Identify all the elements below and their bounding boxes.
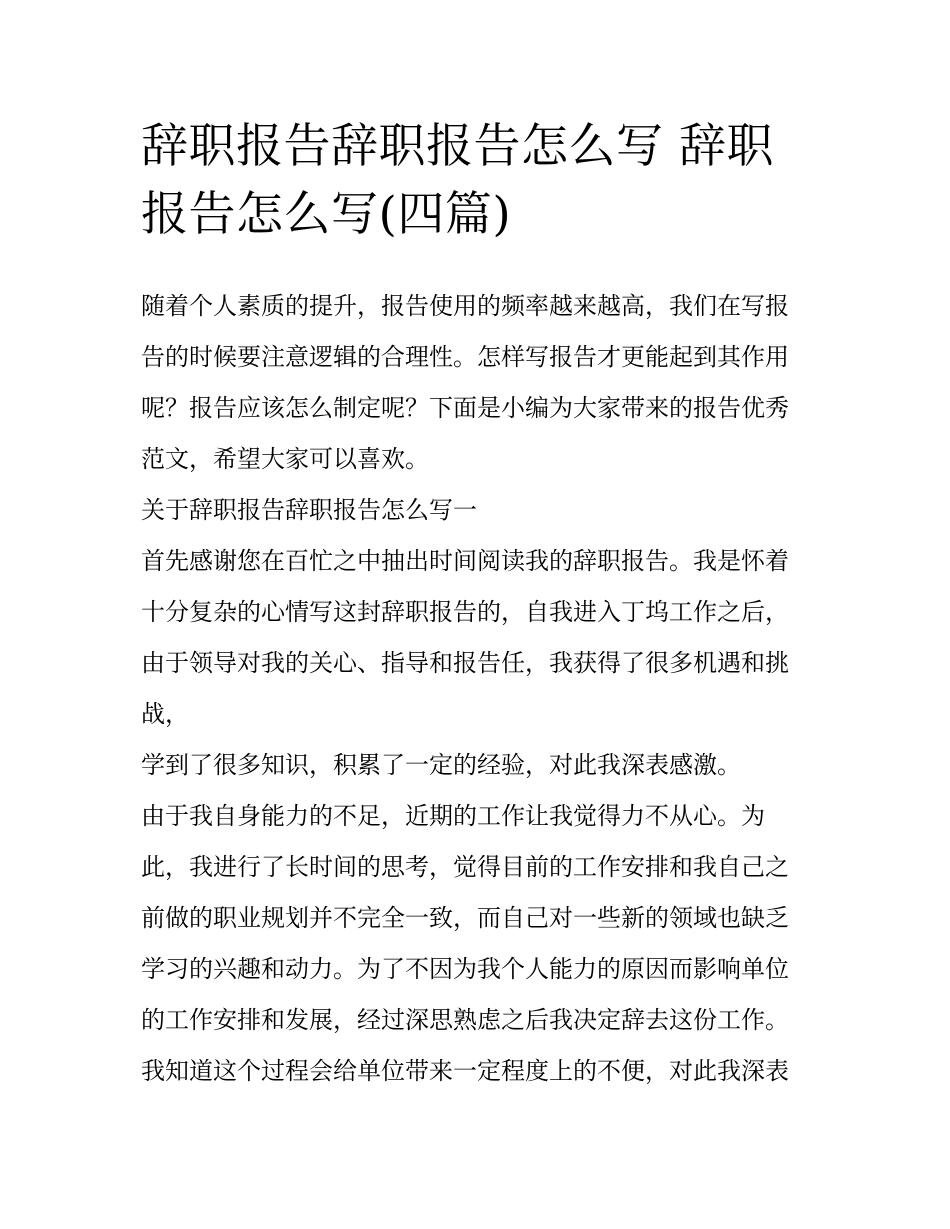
title-line: 辞职报告辞职报告怎么写 辞职 bbox=[141, 119, 774, 174]
intro-line: 告的时候要注意逻辑的合理性。怎样写报告才更能起到其作用 bbox=[141, 343, 789, 371]
body-line: 首先感谢您在百忙之中抽出时间阅读我的辞职报告。我是怀着 bbox=[141, 547, 789, 575]
body-line: 战， bbox=[141, 700, 189, 728]
body-line: 的工作安排和发展，经过深思熟虑之后我决定辞去这份工作。 bbox=[141, 1006, 789, 1034]
body-line: 十分复杂的心情写这封辞职报告的，自我进入丁坞工作之后， bbox=[141, 598, 789, 626]
body-line: 由于领导对我的关心、指导和报告任，我获得了很多机遇和挑 bbox=[141, 649, 789, 677]
body-line: 学到了很多知识，积累了一定的经验，对此我深表感激。 bbox=[141, 751, 741, 779]
document-body bbox=[141, 281, 821, 1097]
section-heading: 关于辞职报告辞职报告怎么写一 bbox=[141, 496, 477, 524]
body-line: 由于我自身能力的不足，近期的工作让我觉得力不从心。为 bbox=[141, 802, 765, 830]
document-content bbox=[141, 113, 821, 1097]
intro-line: 随着个人素质的提升，报告使用的频率越来越高，我们在写报 bbox=[141, 292, 789, 320]
body-line: 学习的兴趣和动力。为了不因为我个人能力的原因而影响单位 bbox=[141, 955, 789, 983]
body-line: 我知道这个过程会给单位带来一定程度上的不便，对此我深表 bbox=[141, 1057, 789, 1085]
title-line: 报告怎么写(四篇) bbox=[141, 187, 512, 242]
document-title bbox=[141, 113, 821, 249]
body-line: 前做的职业规划并不完全一致，而自己对一些新的领域也缺乏 bbox=[141, 904, 789, 932]
body-line: 此，我进行了长时间的思考，觉得目前的工作安排和我自己之 bbox=[141, 853, 789, 881]
intro-line: 范文，希望大家可以喜欢。 bbox=[141, 445, 429, 473]
intro-line: 呢？报告应该怎么制定呢？下面是小编为大家带来的报告优秀 bbox=[141, 394, 789, 422]
